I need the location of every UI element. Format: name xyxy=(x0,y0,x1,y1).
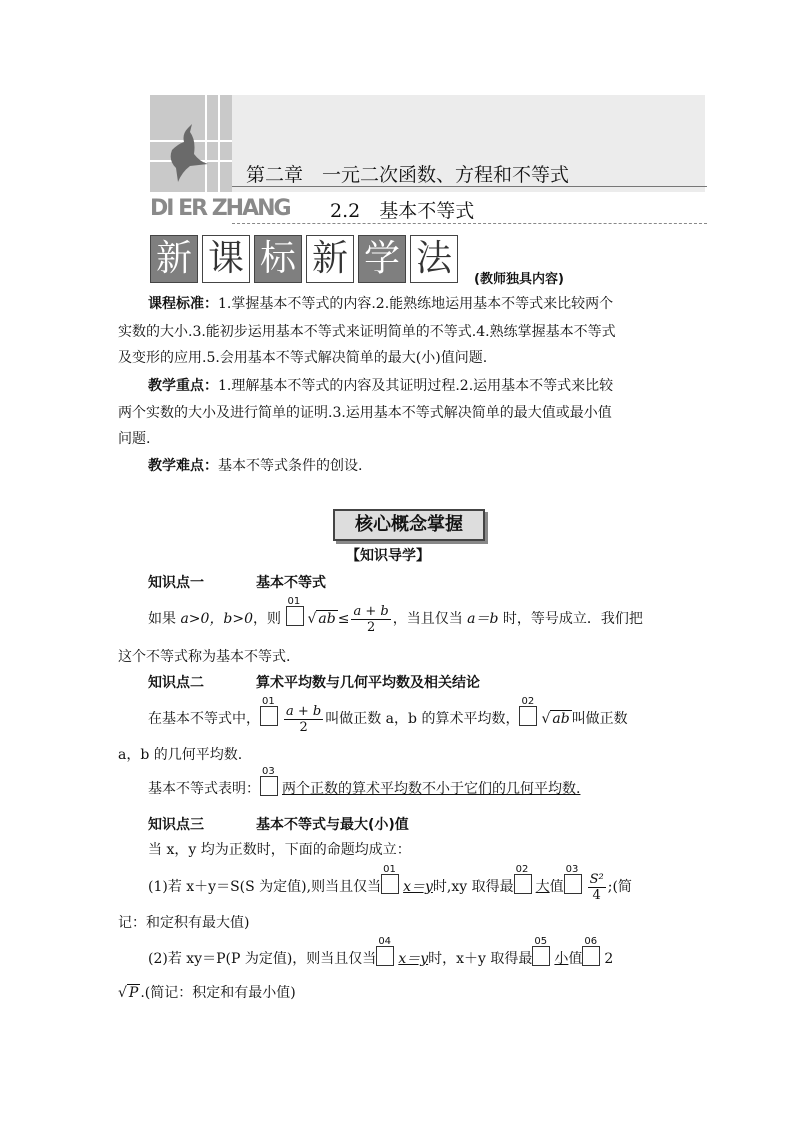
k1-line2: 这个不等式称为基本不等式. xyxy=(118,649,291,665)
k2-text-c: 基本不等式表明： xyxy=(148,781,260,797)
k3-c1-text-d: 值 xyxy=(549,879,564,895)
k3-c1-answer-2: 大 xyxy=(535,879,550,895)
k1-title: 基本不等式 xyxy=(256,575,326,591)
section-title: 2.2 基本不等式 xyxy=(330,200,475,222)
teacher-note: (教师独具内容) xyxy=(474,272,564,287)
teaching-difficulty xyxy=(148,452,362,480)
teaching-focus-line1 xyxy=(148,372,613,400)
k3-c2-answer-2: 小 xyxy=(554,951,569,967)
difficulty-label: 教学难点： xyxy=(148,458,218,474)
k1-label: 知识点一 xyxy=(148,575,204,591)
k3-case2-line2 xyxy=(118,979,296,1007)
k3-case1 xyxy=(148,864,632,903)
answer-blank-box[interactable]: 02 xyxy=(519,706,537,726)
tile-4: 新 xyxy=(306,235,354,283)
k3-c2-text-f: .(简记：积定和有最小值) xyxy=(140,985,296,1001)
fraction-mean: $\frac{a + b}{2}$ xyxy=(353,603,389,635)
subsection-heading: 【知识导学】 xyxy=(346,548,430,564)
k2-title: 算术平均数与几何平均数及相关结论 xyxy=(256,675,480,691)
k3-case2 xyxy=(148,936,614,975)
k1-text-c: ，当且仅当 xyxy=(392,611,468,627)
course-standard-line3: 及变形的应用.5.会用基本不等式解决简单的最大(小)值问题. xyxy=(118,350,488,366)
k3-c1-text-e: ;(简 xyxy=(607,879,632,895)
le-sign: ≤ xyxy=(337,611,350,627)
k2-text-c: 叫做正数 xyxy=(571,711,628,727)
k3-c2-coef: 2 xyxy=(604,951,614,967)
difficulty-text: 基本不等式条件的创设. xyxy=(218,458,363,474)
k3-case1-line2: 记：和定积有最大值) xyxy=(118,915,250,931)
focus-label: 教学重点： xyxy=(148,378,218,394)
k3-intro: 当 x，y 均为正数时，下面的命题均成立： xyxy=(148,842,411,858)
k2-label: 知识点二 xyxy=(148,675,204,691)
k1-heading xyxy=(148,569,326,597)
tile-6: 法 xyxy=(410,235,458,283)
k3-c2-text-a: (2)若 xy＝P(P 为定值)，则当且仅当 xyxy=(148,951,377,967)
course-standard-line1 xyxy=(148,290,613,318)
k1-text-b: ，则 xyxy=(253,611,282,627)
sqrt-p: √ P xyxy=(118,985,139,1001)
answer-blank-box[interactable]: 04 xyxy=(376,946,394,966)
k1-condition: a>0，b>0 xyxy=(180,611,254,627)
k2-text-a: 在基本不等式中， xyxy=(148,711,260,727)
k1-text-a: 如果 xyxy=(148,611,181,627)
answer-blank-box[interactable]: 01 xyxy=(381,874,399,894)
k2-conclusion xyxy=(148,766,581,803)
answer-blank-box[interactable]: 03 xyxy=(260,776,278,796)
k3-label: 知识点三 xyxy=(148,817,204,833)
chapter-title: 第二章 一元二次函数、方程和不等式 xyxy=(246,164,570,186)
k1-equality: a＝b xyxy=(467,611,499,627)
k3-c2-answer-1: x＝y xyxy=(398,951,429,967)
answer-blank-box[interactable]: 02 xyxy=(514,874,532,894)
header-dashed-rule xyxy=(232,223,707,224)
chapter-pinyin: DI ER ZHANG xyxy=(150,196,290,221)
bird-silhouette-icon xyxy=(160,120,220,185)
k2-statement xyxy=(148,696,628,735)
section-heading-box: 核心概念掌握 xyxy=(333,509,485,541)
k2-heading xyxy=(148,669,480,697)
course-standard-line2: 实数的大小.3.能初步运用基本不等式来证明简单的不等式.4.熟练掌握基本不等式 xyxy=(118,324,616,340)
k2-text-b: 叫做正数 a，b 的算术平均数， xyxy=(325,711,520,727)
fraction-s2-4: $\frac{\text{S²}}{4}$ xyxy=(589,871,604,903)
k3-c1-text-c: 时,xy 取得最 xyxy=(432,879,514,895)
fraction-mean: $\frac{a + b}{2}$ xyxy=(286,703,322,735)
k2-line2: a，b 的几何平均数. xyxy=(118,747,243,763)
tile-3: 标 xyxy=(254,235,302,283)
sqrt-ab: √ ab xyxy=(307,611,336,627)
teaching-focus-line2: 两个实数的大小及进行简单的证明.3.运用基本不等式解决简单的最大值或最小值 xyxy=(118,405,612,421)
answer-blank-box[interactable]: 05 xyxy=(532,946,550,966)
standard-text-1: 1.掌握基本不等式的内容.2.能熟练地运用基本不等式来比较两个 xyxy=(218,296,614,312)
answer-blank-box[interactable]: 06 xyxy=(582,946,600,966)
k2-answer-text: 两个正数的算术平均数不小于它们的几何平均数. xyxy=(282,781,581,797)
answer-blank-box[interactable]: 03 xyxy=(564,874,582,894)
sqrt-ab: √ ab xyxy=(541,711,570,727)
k1-text-d: 时，等号成立．我们把 xyxy=(498,611,643,627)
tile-2: 课 xyxy=(202,235,250,283)
answer-blank-box[interactable]: 01 xyxy=(286,606,304,626)
answer-blank-box[interactable]: 01 xyxy=(260,706,278,726)
k1-statement xyxy=(148,596,643,635)
k3-heading xyxy=(148,811,409,839)
focus-text-1: 1.理解基本不等式的内容及其证明过程.2.运用基本不等式来比较 xyxy=(218,378,614,394)
k3-title: 基本不等式与最大(小)值 xyxy=(256,817,409,833)
standard-label: 课程标准： xyxy=(148,296,218,312)
k3-c1-text-a: (1)若 x＋y＝S(S 为定值),则当且仅当 xyxy=(148,879,382,895)
k3-c2-text-d: 值 xyxy=(568,951,583,967)
teaching-focus-line3: 问题. xyxy=(118,431,151,447)
tile-1: 新 xyxy=(150,235,198,283)
k3-c1-answer-1: x＝y xyxy=(403,879,433,895)
k3-c2-text-c: 时，x＋y 取得最 xyxy=(428,951,533,967)
tile-5: 学 xyxy=(358,235,406,283)
